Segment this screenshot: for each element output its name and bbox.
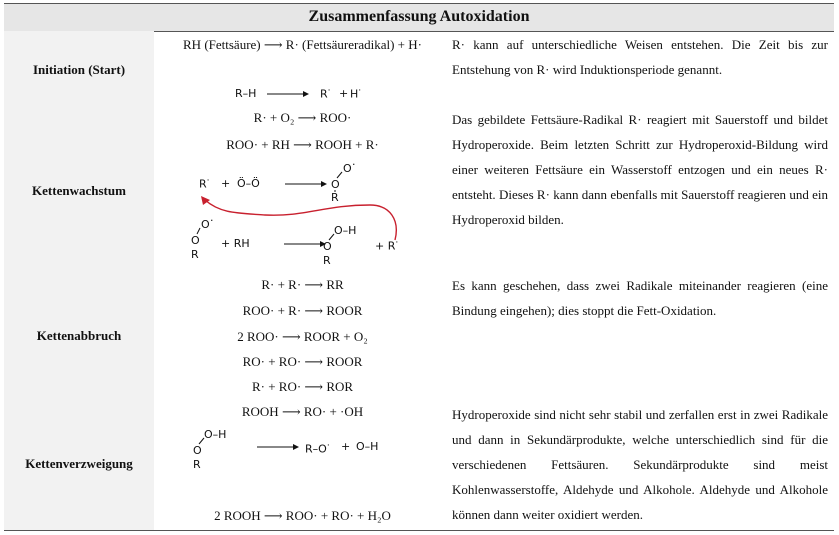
reaction-arrow: ⟶ bbox=[304, 379, 324, 394]
svg-text:O: O bbox=[191, 234, 200, 247]
termination-equation-3: 2 ROO· ⟶ ROOR + O₂ bbox=[237, 329, 368, 344]
h-radical-structure: H· bbox=[350, 85, 362, 101]
svg-text:O: O bbox=[201, 218, 210, 231]
reaction-arrow bbox=[283, 178, 329, 190]
hydroperoxide-structure bbox=[318, 222, 366, 266]
product: R· (Fettsäureradikal) + H· bbox=[285, 37, 422, 52]
reaction-arrow: ⟶ bbox=[297, 110, 317, 125]
propagation-equation-1: R· + O₂ ⟶ ROO· bbox=[253, 110, 352, 125]
alkoxyl-radical-structure: R–O· bbox=[305, 440, 330, 456]
label-kettenabbruch: Kettenabbruch bbox=[36, 328, 122, 343]
propagation-equation-2: ROO· + RH ⟶ ROOH + R· bbox=[226, 137, 379, 152]
label-kettenverzweigung: Kettenverzweigung bbox=[25, 456, 133, 471]
termination-equation-1: R· + R· ⟶ RR bbox=[261, 277, 344, 292]
branching-description: Hydroperoxide sind nicht sehr stabil und zerfallen erst in zwei Radikale und dann in Sekundärprodukte, welche unterschiedlich sind für die verschiedenen Fettsäuren. Sekundärprodukte sind meist Kohlenwasserstoffe, Aldehyde und Alkohole. Aldehyde und Alkohole können dann weiter oxidiert werden. bbox=[452, 407, 828, 522]
hydroxyl-radical-structure: O–H bbox=[356, 440, 379, 453]
branching-equation-1: ROOH ⟶ RO· + ·OH bbox=[241, 404, 364, 419]
reaction-arrow: ⟶ bbox=[263, 37, 283, 52]
reaction-arrow: ⟶ bbox=[282, 329, 301, 344]
svg-text:R: R bbox=[191, 248, 199, 260]
svg-text:·: · bbox=[210, 218, 214, 227]
termination-equation-2: ROO· + R· ⟶ ROOR bbox=[242, 303, 363, 318]
oxygen-diradical-structure: Ö–Ö bbox=[237, 177, 260, 190]
propagation-description: Das gebildete Fettsäure-Radikal R· reagiert mit Sauerstoff und bildet Hydroperoxide. Beim letzten Schritt zur Hydroperoxid-Bildung wird einer weiteren Fettsäure ein Wasserstoff entzogen und ein neues R· entsteht. Dieses R· kann dann ebenfalls mit Sauerstoff reagieren und ein Hydroperoxid bilden. bbox=[452, 112, 828, 227]
reaction-arrow bbox=[255, 441, 301, 453]
reaction-arrow bbox=[265, 88, 311, 100]
initiation-equation bbox=[160, 37, 445, 53]
plus-sign: + bbox=[221, 177, 231, 190]
rh-structure: R–H bbox=[235, 87, 257, 100]
svg-text:O: O bbox=[343, 162, 352, 175]
svg-text:O: O bbox=[323, 240, 332, 253]
svg-text:O: O bbox=[193, 444, 202, 457]
label-kettenwachstum: Kettenwachstum bbox=[32, 183, 126, 198]
reaction-arrow: ⟶ bbox=[304, 354, 324, 369]
r-radical-structure: R· bbox=[199, 175, 210, 191]
table-bottom-rule bbox=[4, 530, 834, 531]
reaction-arrow: ⟶ bbox=[304, 303, 324, 318]
peroxyl-radical-structure bbox=[188, 218, 218, 260]
reaction-arrow: ⟶ bbox=[263, 508, 283, 523]
svg-text:R: R bbox=[323, 254, 331, 266]
initiation-description: R· kann auf unterschiedliche Weisen entstehen. Die Zeit bis zur Entstehung von R· wird Induktionsperiode genannt. bbox=[452, 37, 828, 77]
r-radical-structure: R· bbox=[320, 85, 331, 101]
termination-equation-4: RO· + RO· ⟶ ROOR bbox=[242, 354, 363, 369]
svg-text:·: · bbox=[352, 160, 356, 171]
branching-equation-2: 2 ROOH ⟶ ROO· + RO· + H₂O bbox=[214, 508, 391, 523]
reaction-arrow: ⟶ bbox=[304, 277, 324, 292]
table-title: Zusammenfassung Autoxidation bbox=[308, 8, 530, 25]
plus-sign: + bbox=[341, 440, 351, 453]
svg-text:R: R bbox=[193, 458, 201, 470]
svg-text:O–H: O–H bbox=[204, 428, 227, 441]
svg-text:O–H: O–H bbox=[334, 224, 357, 237]
title-row bbox=[4, 3, 834, 32]
svg-text:R: R bbox=[331, 191, 339, 202]
r-radical-term: + R· bbox=[375, 237, 399, 253]
rh-term: + RH bbox=[221, 237, 250, 250]
plus-sign: + bbox=[339, 87, 349, 100]
hydroperoxide-structure bbox=[190, 426, 238, 470]
label-initiation: Initiation (Start) bbox=[32, 62, 126, 77]
reaction-arrow: ⟶ bbox=[293, 137, 312, 152]
termination-description: Es kann geschehen, dass zwei Radikale miteinander reagieren (eine Bindung eingehen); dies stoppt die Fett-Oxidation. bbox=[452, 278, 828, 318]
reactant: RH (Fettsäure) bbox=[183, 37, 261, 52]
termination-equation-5: R· + RO· ⟶ ROR bbox=[251, 379, 354, 394]
reaction-arrow: ⟶ bbox=[281, 404, 301, 419]
svg-text:O: O bbox=[331, 178, 340, 191]
